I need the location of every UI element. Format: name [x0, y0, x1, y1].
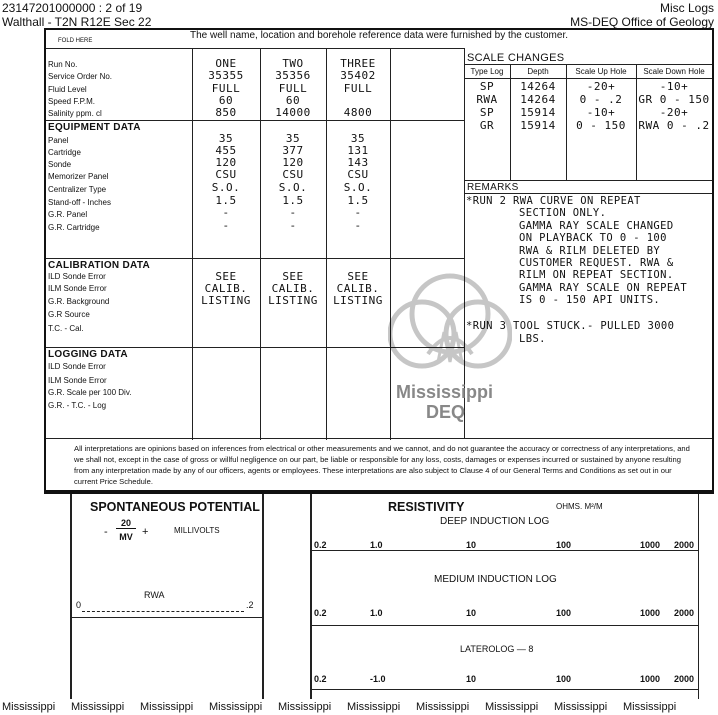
footer-watermark: Mississippi	[485, 701, 539, 713]
runs-cell-three: 35402	[340, 69, 376, 82]
runs-cell-three: 4800	[343, 106, 373, 119]
resistivity-tick: 100	[556, 674, 572, 684]
remarks-title: REMARKS	[467, 182, 519, 193]
footer-watermark: Mississippi	[209, 701, 263, 713]
equipment-row-label: Memorizer Panel	[48, 172, 109, 181]
equipment-cell-two: 120	[282, 156, 304, 169]
scale-changes-cell: -20+	[586, 80, 616, 93]
equipment-cell-one: -	[222, 219, 230, 232]
scale-changes-header: Scale Up Hole	[575, 67, 627, 76]
equipment-cell-one: 120	[215, 156, 237, 169]
scale-changes-cell: -10+	[586, 106, 616, 119]
scale-changes-cell: 15914	[520, 106, 556, 119]
sp-plus: +	[142, 526, 149, 538]
runs-cell-one: ONE	[215, 57, 237, 70]
scale-changes-cell: GR	[479, 119, 495, 132]
footer-watermark: Mississippi	[623, 701, 677, 713]
sp-units: MILLIVOLTS	[174, 526, 220, 535]
equipment-cell-one: -	[222, 206, 230, 219]
equipment-cell-three: S.O.	[343, 181, 373, 194]
runs-row-label: Run No.	[48, 60, 78, 69]
footer-watermark: Mississippi	[278, 701, 332, 713]
runs-row-label: Speed F.P.M.	[48, 97, 95, 106]
equipment-cell-one: 455	[215, 144, 237, 157]
equipment-row-label: Cartridge	[48, 148, 81, 157]
calibration-row-label: ILM Sonde Error	[48, 284, 107, 293]
calibration-cell-three: SEE	[347, 270, 369, 283]
remark-line: RWA & RILM DELETED BY	[519, 244, 661, 257]
rwa-right-value: .2	[246, 600, 254, 610]
equipment-data-title: EQUIPMENT DATA	[48, 122, 141, 133]
runs-cell-one: 35355	[208, 69, 244, 82]
resistivity-tick: 1000	[640, 540, 661, 550]
logging-row-label: G.R. Scale per 100 Div.	[48, 388, 132, 397]
medium-induction-label: MEDIUM INDUCTION LOG	[434, 574, 557, 585]
remark-line: *RUN 2 RWA CURVE ON REPEAT	[466, 195, 641, 207]
equipment-cell-three: 131	[347, 144, 369, 157]
runs-cell-three: THREE	[340, 57, 376, 70]
equipment-cell-one: CSU	[215, 168, 237, 181]
equipment-cell-three: -	[354, 219, 362, 232]
logging-row-label: G.R. - T.C. - Log	[48, 401, 107, 410]
calibration-cell-one: CALIB.	[204, 282, 248, 295]
document-id: 23147201000000 : 2 of 19	[2, 1, 143, 15]
resistivity-units: OHMS. M²/M	[556, 502, 603, 511]
scale-changes-cell: SP	[479, 80, 495, 93]
scale-changes-cell: 14264	[520, 80, 556, 93]
resistivity-tick: 100	[556, 608, 572, 618]
laterolog-label: LATEROLOG — 8	[460, 644, 534, 654]
equipment-row-label: Panel	[48, 136, 69, 145]
equipment-row-label: Sonde	[48, 160, 72, 169]
remark-line: SECTION ONLY.	[519, 207, 607, 220]
scale-changes-cell: -10+	[659, 80, 689, 93]
agency-name: MS-DEQ Office of Geology	[570, 15, 714, 29]
logging-data-title: LOGGING DATA	[48, 349, 128, 360]
footer-watermark: Mississippi	[2, 701, 56, 713]
runs-cell-two: TWO	[282, 57, 304, 70]
resistivity-tick: 2000	[674, 674, 695, 684]
fold-here-label: FOLD HERE	[58, 38, 93, 44]
calibration-cell-one: LISTING	[201, 294, 251, 307]
sp-minus: -	[104, 526, 108, 538]
calibration-cell-two: CALIB.	[271, 282, 315, 295]
resistivity-title: RESISTIVITY	[388, 500, 465, 514]
resistivity-tick: 100	[556, 540, 572, 550]
resistivity-tick: 0.2	[314, 674, 327, 684]
remark-line: GAMMA RAY SCALE CHANGED	[519, 219, 674, 232]
footer-watermark: Mississippi	[416, 701, 470, 713]
equipment-cell-two: S.O.	[278, 181, 308, 194]
runs-cell-two: 60	[285, 94, 301, 107]
rwa-label: RWA	[144, 590, 165, 600]
resistivity-tick: 10	[466, 540, 477, 550]
calibration-cell-three: CALIB.	[336, 282, 380, 295]
equipment-cell-three: CSU	[347, 168, 369, 181]
runs-row-label: Salinity ppm. cl	[48, 109, 102, 118]
equipment-cell-three: 143	[347, 156, 369, 169]
resistivity-tick: 10	[466, 674, 477, 684]
resistivity-tick: 0.2	[314, 608, 327, 618]
resistivity-tick: 1.0	[370, 540, 383, 550]
sp-title: SPONTANEOUS POTENTIAL	[90, 500, 260, 514]
disclaimer-text: All interpretations are opinions based on inferences from electrical or other measurements and we cannot, and do not guarantee the accuracy or correctness of any interpretations, and we shall not, except in the case of gross or willful negligence on our part, be liable or responsible for any loss, costs, damages or expenses incurred or sustained by anyone resulting from any interpretation made by any of our officers, agents or employees. These interpretations are also subject to Clause 4 of our General Terms and Conditions as set out in our current Price Schedule.	[74, 444, 690, 486]
calibration-row-label: T.C. - Cal.	[48, 324, 84, 333]
runs-cell-two: 14000	[275, 106, 311, 119]
watermark-line1: Mississippi	[396, 382, 494, 402]
scale-changes-header: Type Log	[470, 67, 504, 76]
footer-watermark: Mississippi	[347, 701, 401, 713]
equipment-row-label: G.R. Panel	[48, 210, 88, 219]
runs-cell-three: FULL	[343, 82, 373, 95]
resistivity-tick: 2000	[674, 608, 695, 618]
watermark-line2: DEQ	[426, 402, 466, 422]
resistivity-tick: -1.0	[370, 674, 386, 684]
equipment-cell-one: 1.5	[215, 194, 237, 207]
scale-changes-cell: -20+	[659, 106, 689, 119]
scale-changes-cell: RWA	[476, 93, 498, 106]
runs-cell-one: 850	[215, 106, 237, 119]
resistivity-tick: 1.0	[370, 608, 383, 618]
resistivity-tick: 0.2	[314, 540, 327, 550]
form-intro: The well name, location and borehole reference data were furnished by the customer.	[190, 30, 568, 41]
scale-changes-cell: 15914	[520, 119, 556, 132]
logging-row-label: ILD Sonde Error	[48, 362, 106, 371]
equipment-cell-two: CSU	[282, 168, 304, 181]
resistivity-tick: 1000	[640, 608, 661, 618]
calibration-cell-two: SEE	[282, 270, 304, 283]
calibration-data-title: CALIBRATION DATA	[48, 260, 151, 271]
remark-line: IS 0 - 150 API UNITS.	[519, 294, 661, 307]
scale-changes-cell: SP	[479, 106, 495, 119]
runs-cell-two: FULL	[278, 82, 308, 95]
calibration-cell-three: LISTING	[333, 294, 383, 307]
rwa-left-value: 0	[76, 600, 82, 610]
equipment-cell-one: 35	[218, 132, 234, 145]
logging-row-label: ILM Sonde Error	[48, 376, 107, 385]
equipment-cell-two: 1.5	[282, 194, 304, 207]
calibration-row-label: ILD Sonde Error	[48, 272, 106, 281]
equipment-cell-two: 377	[282, 144, 304, 157]
runs-row-label: Service Order No.	[48, 72, 113, 81]
remark-line: *RUN 3 TOOL STUCK.- PULLED 3000	[466, 320, 675, 332]
footer-watermark: Mississippi	[554, 701, 608, 713]
scale-changes-cell: RWA 0 - .2	[638, 119, 710, 132]
equipment-cell-three: -	[354, 206, 362, 219]
equipment-row-label: Centralizer Type	[48, 185, 107, 194]
remark-line: GAMMA RAY SCALE ON REPEAT	[519, 281, 688, 294]
equipment-row-label: G.R. Cartridge	[48, 223, 100, 232]
runs-row-label: Fluid Level	[48, 85, 87, 94]
scale-changes-header: Scale Down Hole	[643, 67, 705, 76]
resistivity-tick: 2000	[674, 540, 695, 550]
scale-changes-title: SCALE CHANGES	[467, 52, 565, 64]
document-category: Misc Logs	[659, 1, 714, 15]
resistivity-tick: 1000	[640, 674, 661, 684]
runs-cell-one: 60	[218, 94, 234, 107]
remark-line: ON PLAYBACK TO 0 - 100	[519, 232, 667, 245]
remark-line: LBS.	[519, 332, 546, 345]
equipment-cell-two: -	[289, 206, 297, 219]
calibration-cell-two: LISTING	[268, 294, 318, 307]
remark-line: CUSTOMER REQUEST. RWA &	[519, 257, 674, 269]
scale-changes-cell: 14264	[520, 93, 556, 106]
footer-watermark: Mississippi	[71, 701, 125, 713]
calibration-row-label: G.R Source	[48, 310, 90, 319]
resistivity-tick: 10	[466, 608, 477, 618]
calibration-cell-one: SEE	[215, 270, 237, 283]
runs-cell-two: 35356	[275, 69, 311, 82]
equipment-cell-three: 1.5	[347, 194, 369, 207]
equipment-cell-three: 35	[350, 132, 366, 145]
equipment-cell-two: -	[289, 219, 297, 232]
equipment-cell-one: S.O.	[211, 181, 241, 194]
deep-induction-label: DEEP INDUCTION LOG	[440, 516, 550, 527]
scale-changes-cell: 0 - 150	[576, 119, 626, 132]
equipment-cell-two: 35	[285, 132, 301, 145]
remark-line: RILM ON REPEAT SECTION.	[519, 269, 674, 282]
footer-watermark: Mississippi	[140, 701, 194, 713]
well-location: Walthall - T2N R12E Sec 22	[2, 15, 152, 29]
equipment-row-label: Stand-off - Inches	[48, 198, 111, 207]
scale-changes-cell: 0 - .2	[579, 93, 623, 106]
scale-changes-header: Depth	[527, 67, 549, 76]
calibration-row-label: G.R. Background	[48, 297, 110, 306]
scale-changes-cell: GR 0 - 150	[638, 93, 710, 106]
sp-scale-numerator: 20	[116, 518, 136, 529]
runs-cell-one: FULL	[211, 82, 241, 95]
sp-scale-denominator: MV	[119, 532, 133, 542]
